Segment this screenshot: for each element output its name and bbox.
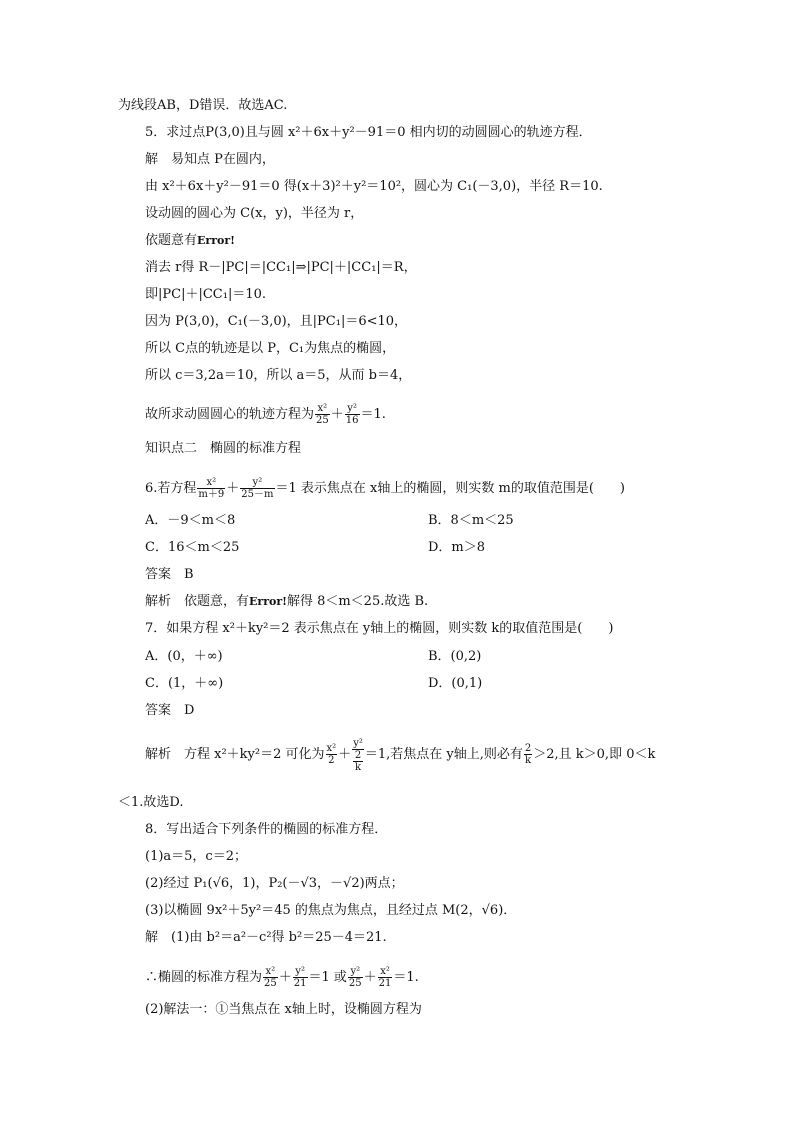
- text-line: 解 (1)由 b²＝a²－c²得 b²＝25－4＝21.: [145, 930, 387, 945]
- text-line: (3)以椭圆 9x²＋5y²＝45 的焦点为焦点，且经过点 M(2，√6)．: [145, 903, 517, 918]
- text-segment: ∴椭圆的标准方程为: [145, 970, 263, 985]
- text-segment: 解析 依题意，有: [145, 594, 250, 609]
- question-8: 8．写出适合下列条件的椭圆的标准方程．: [145, 822, 388, 837]
- analysis: [145, 738, 656, 773]
- fraction: $\frac{\text{y²}}{16}$: [345, 403, 359, 426]
- text-line: (2)解法一：①当焦点在 x轴上时，设椭圆方程为: [145, 1002, 422, 1017]
- text-segment: ＝1 或: [308, 970, 347, 985]
- fraction: $\frac{\text{x²}}{25}$: [316, 403, 329, 426]
- text-line: [145, 403, 386, 426]
- text-line: (1)a＝5，c＝2；: [145, 849, 247, 864]
- text-segment: 依题意有: [145, 233, 198, 248]
- question-7: 7．如果方程 x²＋ky²＝2 表示焦点在 y轴上的椭圆，则实数 k的取值范围是( ): [145, 621, 614, 636]
- text-line: 为线段AB，D错误．故选AC.: [118, 98, 288, 113]
- analysis: [145, 594, 428, 610]
- text-line: 所以 C点的轨迹是以 P，C₁为焦点的椭圆，: [145, 341, 396, 356]
- text-line: (2)经过 P₁(√6，1)，P₂(－√3，－√2)两点；: [145, 876, 404, 891]
- text-line: 因为 P(3,0)，C₁(－3,0)，且|PC₁|＝6<10，: [145, 314, 408, 329]
- option-a: A．(0，＋∞): [145, 649, 223, 664]
- option-b: B．8＜m＜25: [428, 513, 514, 528]
- text-segment: ＝1.: [360, 407, 386, 422]
- compound-fraction: y² 2 k: [353, 738, 363, 773]
- question-6: [145, 477, 625, 500]
- text-segment: 6.若方程: [145, 481, 197, 496]
- question-5: 5．求过点P(3,0)且与圆 x²＋6x＋y²－91＝0 相内切的动圆圆心的轨迹方程．: [145, 125, 592, 140]
- text-line: [145, 966, 419, 989]
- text-line: 由 x²＋6x＋y²－91＝0 得(x＋3)²＋y²＝10²，圆心为 C₁(－3,0)，半径 R＝10.: [145, 179, 603, 194]
- text-segment: 解析 方程 x²＋ky²＝2 可化为: [145, 747, 325, 762]
- section-heading: 知识点二 椭圆的标准方程: [145, 441, 302, 456]
- text-line: 消去 r得 R－|PC|＝|CC₁|⇒|PC|＋|CC₁|＝R，: [145, 260, 417, 275]
- text-segment: ＝1 表示焦点在 x轴上的椭圆，则实数 m的取值范围是( ): [275, 481, 625, 496]
- text-segment: 解得 8＜m＜25.故选 B.: [286, 594, 429, 609]
- text-line: 解 易知点 P在圆内，: [145, 152, 275, 167]
- fraction: $\frac{\text{y²}}{25-m}$: [241, 477, 274, 500]
- option-d: D．m＞8: [428, 540, 486, 555]
- plus-sign: ＋: [278, 970, 292, 985]
- option-c: C．16＜m＜25: [145, 540, 240, 555]
- option-d: D．(0,1): [428, 676, 483, 691]
- text-line: 所以 c＝3,2a＝10，所以 a＝5，从而 b＝4，: [145, 368, 412, 383]
- fraction: $\frac{\text{y²}}{25}$: [348, 966, 362, 989]
- plus-sign: ＋: [338, 747, 352, 762]
- option-a: A．－9＜m＜8: [145, 513, 236, 528]
- option-b: B．(0,2): [428, 649, 482, 664]
- text-line: 设动圆的圆心为 C(x，y)，半径为 r，: [145, 206, 364, 221]
- fraction: $\frac{\text{y²}}{21}$: [293, 966, 307, 989]
- text-line: ＜1.故选D.: [118, 795, 184, 810]
- text-segment: 故所求动圆圆心的轨迹方程为: [145, 407, 315, 422]
- fraction: $\frac{\text{x²}}{2}$: [326, 743, 337, 766]
- text-line: [145, 233, 235, 249]
- text-segment: ＝1.: [393, 970, 419, 985]
- error-field: Error!: [249, 595, 287, 608]
- answer: 答案 B: [145, 567, 194, 582]
- text-segment: ＝1,若焦点在 y轴上,则必有: [364, 747, 523, 762]
- plus-sign: ＋: [363, 970, 377, 985]
- fraction: $\frac{\text{x²}}{21}$: [378, 966, 392, 989]
- fraction: $\frac{\text{x²}}{m+9}$: [198, 477, 225, 500]
- plus-sign: ＋: [226, 481, 240, 496]
- fraction: $\frac{2}{k}$: [524, 743, 532, 766]
- answer: 答案 D: [145, 703, 195, 718]
- fraction: $\frac{\text{x²}}{25}$: [264, 966, 277, 989]
- error-field: Error!: [197, 234, 235, 247]
- text-line: 即|PC|＋|CC₁|＝10.: [145, 287, 266, 302]
- text-segment: ＞2,且 k＞0,即 0＜k: [533, 747, 656, 762]
- plus-sign: ＋: [330, 407, 344, 422]
- option-c: C．(1，＋∞): [145, 676, 224, 691]
